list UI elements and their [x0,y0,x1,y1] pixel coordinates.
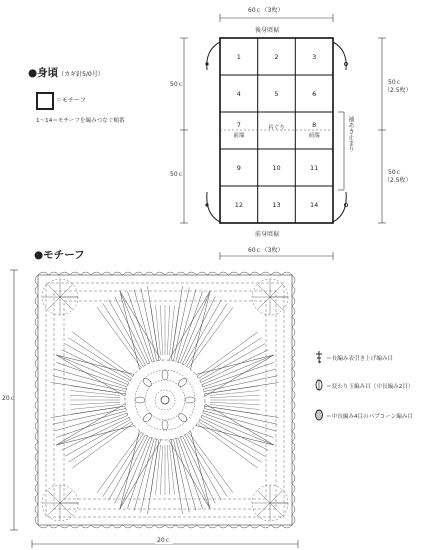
left-upper-dim: 50ｃ [170,81,184,88]
bottom-width-label: 60ｃ（3枚） [248,247,284,254]
front-hem-label: 前身頃裾 [255,231,280,238]
back-hem-label: 後身頃裾 [255,27,280,34]
popcorn-stitch-icon [314,408,324,422]
symbol-label-3: ＝中長編み4目のパプコーン編み目 [326,414,414,420]
cell-number: 1 [236,53,241,61]
symbol-label-1: ＝長編み表引き上げ編み目 [326,356,394,362]
motif-height-dim: 20ｃ [2,395,16,402]
cell-number: 11 [310,164,319,172]
body-section-title: ●身頃（カギ針5/0号） [28,67,104,79]
cell-number: 4 [236,90,241,98]
cell-number: 9 [236,164,241,172]
cell-number: 6 [312,90,317,98]
long-stitch-icon [314,350,324,364]
symbol-label-2: ＝変わり玉編み目（中長編み2目） [326,384,414,390]
right-lower-dim: 50ｃ [388,169,402,176]
motif-section-title: ●モチーフ [34,249,85,261]
cell-sublabel: 衿ぐり [268,125,285,131]
cell-number: 3 [312,53,317,61]
left-lower-dim: 50ｃ [170,171,184,178]
sleeve-opening-label: 袖あき止まり [347,116,354,152]
cell-number: 13 [272,201,281,209]
cell-number: 5 [274,90,279,98]
right-upper-dim: 50ｃ [388,79,402,86]
cell-number: 10 [272,164,281,172]
cell-number: 14 [310,201,319,209]
cell-number: 2 [274,53,279,61]
right-upper-sub: （2.5枚） [384,87,412,94]
cell-number: 7 [236,121,241,129]
right-lower-sub: （2.5枚） [384,177,412,184]
cluster-stitch-icon [314,378,324,392]
motif-width-dim: 20ｃ [157,537,171,544]
cell-sublabel: 前端 [233,133,245,139]
top-width-label: 60ｃ（3枚） [248,7,284,14]
cell-sublabel: 前端 [308,133,320,139]
cell-number: 8 [312,121,317,129]
cell-number: 12 [234,201,243,209]
order-note: 1～14＝モチーフを編みつなぐ順番 [36,118,125,124]
motif-legend-label: ＝モチーフ [56,97,86,104]
